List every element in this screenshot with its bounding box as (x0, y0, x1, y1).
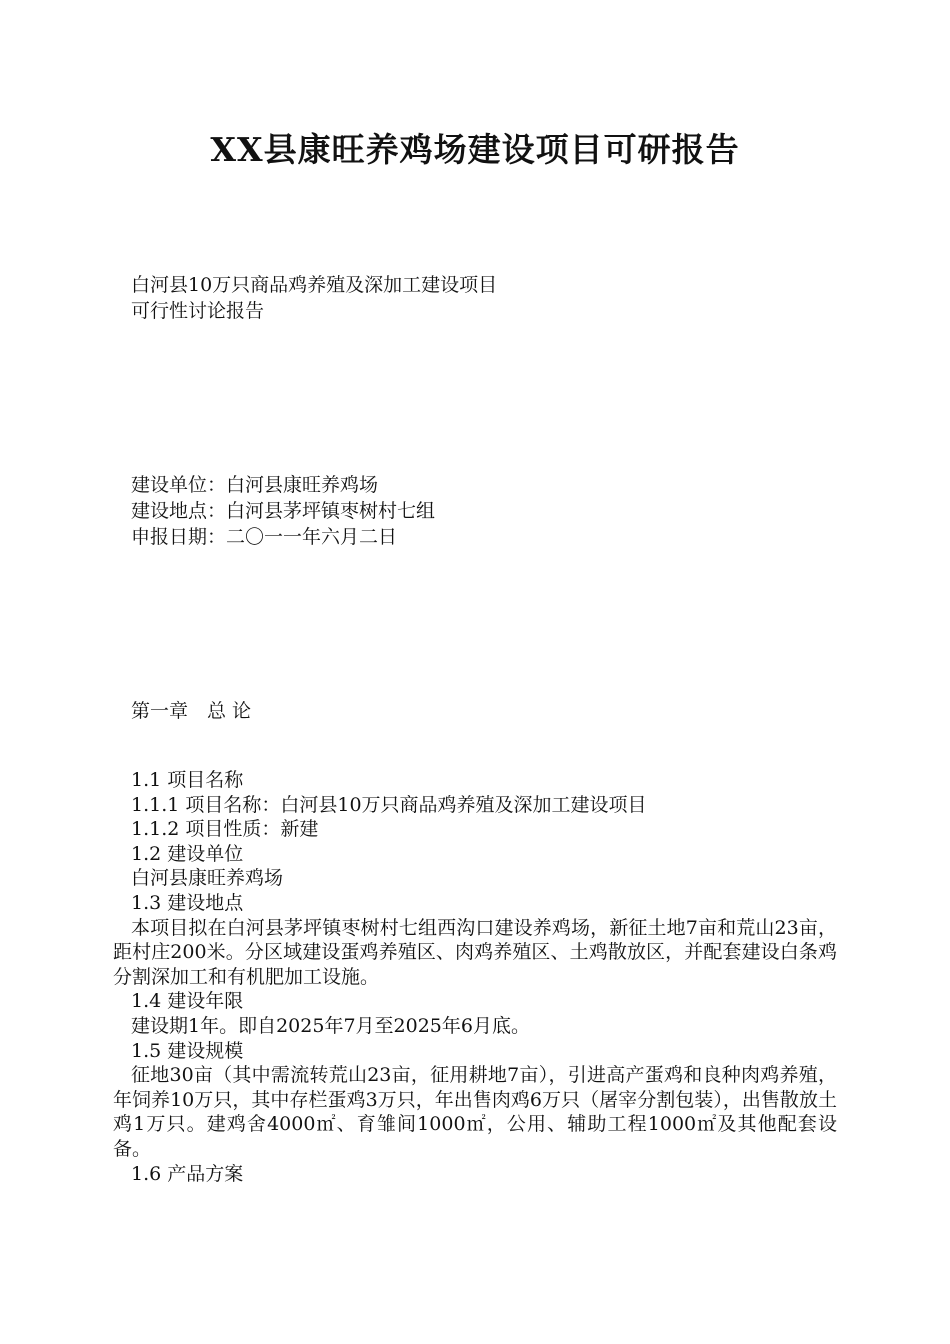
section-1-5-text: 征地30亩（其中需流转荒山23亩，征用耕地7亩），引进高产蛋鸡和良种肉鸡养殖，年饲养10万只，其中存栏蛋鸡3万只，年出售肉鸡6万只（屠宰分割包装），出售散放土鸡1万只。建鸡舍4000㎡、育雏间1000㎡，公用、辅助工程1000㎡及其他配套设备。 (113, 1064, 837, 1160)
section-1-1-2: 1.1.2 项目性质：新建 (131, 818, 319, 841)
section-1-2-heading: 1.2 建设单位 (131, 842, 244, 865)
subtitle-line-2: 可行性讨论报告 (131, 300, 265, 322)
document-title: XX县康旺养鸡场建设项目可研报告 (210, 130, 740, 169)
section-1-5-heading: 1.5 建设规模 (131, 1039, 244, 1062)
section-1-1-heading: 1.1 项目名称 (131, 769, 244, 791)
chapter-content (113, 768, 837, 1186)
info-date: 申报日期：二〇一一年六月二日 (131, 526, 398, 548)
section-1-3-text: 本项目拟在白河县茅坪镇枣树村七组西沟口建设养鸡场，新征土地7亩和荒山23亩，距村庄200米。分区域建设蛋鸡养殖区、肉鸡养殖区、土鸡散放区，并配套建设白条鸡分割深加工和有机肥加工设施。 (113, 916, 837, 988)
section-1-4-heading: 1.4 建设年限 (131, 990, 244, 1013)
subtitle-line-1: 白河县10万只商品鸡养殖及深加工建设项目 (131, 274, 498, 296)
section-1-6-heading: 1.6 产品方案 (131, 1162, 244, 1185)
section-1-3-heading: 1.3 建设地点 (131, 891, 244, 914)
section-1-2-text: 白河县康旺养鸡场 (131, 867, 284, 890)
subtitle-block (131, 272, 497, 324)
section-1-4-text: 建设期1年。即自2025年7月至2025年6月底。 (131, 1014, 530, 1037)
info-location: 建设地点：白河县茅坪镇枣树村七组 (131, 500, 436, 522)
section-1-1-1: 1.1.1 项目名称：白河县10万只商品鸡养殖及深加工建设项目 (131, 793, 647, 816)
info-builder: 建设单位：白河县康旺养鸡场 (131, 474, 379, 496)
chapter-heading: 第一章 总 论 (131, 700, 252, 722)
info-block (131, 472, 435, 550)
